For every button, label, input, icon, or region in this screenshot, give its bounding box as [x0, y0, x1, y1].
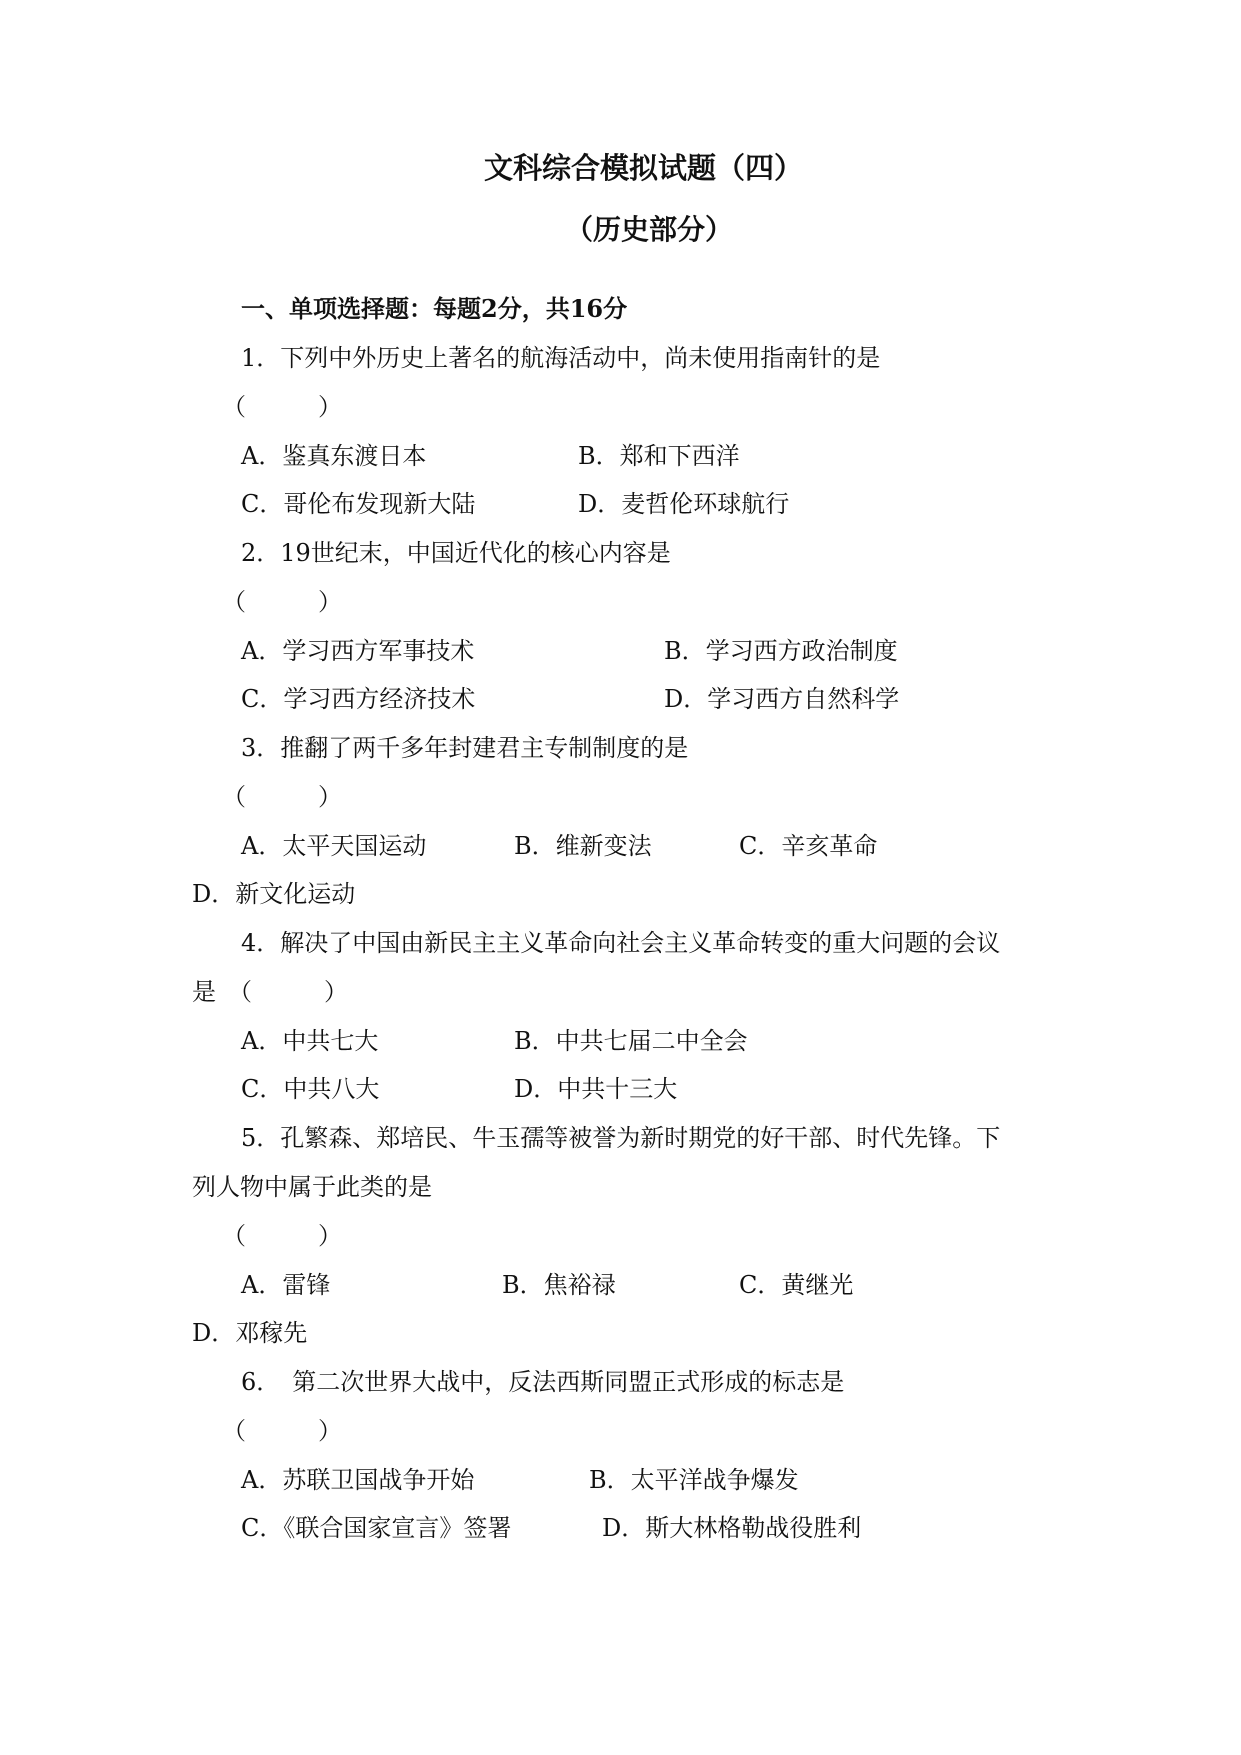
page-subtitle: （历史部分） [565, 213, 734, 246]
question-4-option-b: B．中共七届二中全会 [514, 1027, 748, 1055]
question-5-option-d: D．邓稼先 [192, 1319, 308, 1347]
question-3-option-d: D．新文化运动 [192, 880, 356, 908]
question-4-option-a: A．中共七大 [241, 1027, 379, 1055]
question-5-blank: （ ） [222, 1222, 342, 1250]
question-1-blank: （ ） [222, 393, 342, 421]
question-4-stem-line-2: 是 （ ） [192, 978, 348, 1006]
question-4-option-c: C．中共八大 [241, 1075, 380, 1103]
question-3-option-a: A．太平天国运动 [241, 832, 427, 860]
question-6-option-c: C．《联合国家宣言》签署 [241, 1514, 512, 1542]
question-3-option-c: C．辛亥革命 [739, 832, 878, 860]
question-1-option-a: A．鉴真东渡日本 [241, 442, 427, 470]
question-2-option-c: C．学习西方经济技术 [241, 685, 476, 713]
question-5-option-c: C．黄继光 [739, 1271, 854, 1299]
question-5-stem-line-1: 5．孔繁森、郑培民、牛玉孺等被誉为新时期党的好干部、时代先锋。下 [241, 1124, 1001, 1152]
section-heading: 一、单项选择题：每题2分，共16分 [241, 294, 628, 323]
question-5-stem-line-2: 列人物中属于此类的是 [192, 1173, 432, 1201]
question-5-option-b: B．焦裕禄 [502, 1271, 616, 1299]
question-6-stem: 6． 第二次世界大战中，反法西斯同盟正式形成的标志是 [241, 1368, 845, 1396]
question-6-blank: （ ） [222, 1417, 342, 1445]
question-5-option-a: A．雷锋 [241, 1271, 331, 1299]
question-6-option-a: A．苏联卫国战争开始 [241, 1466, 475, 1494]
question-1-option-b: B．郑和下西洋 [578, 442, 740, 470]
question-1-option-c: C．哥伦布发现新大陆 [241, 490, 476, 518]
question-1-stem: 1．下列中外历史上著名的航海活动中，尚未使用指南针的是 [241, 344, 881, 372]
question-2-stem: 2．19世纪末，中国近代化的核心内容是 [241, 539, 671, 567]
question-2-option-a: A．学习西方军事技术 [241, 637, 475, 665]
question-6-option-d: D．斯大林格勒战役胜利 [602, 1514, 862, 1542]
question-3-stem: 3．推翻了两千多年封建君主专制制度的是 [241, 734, 689, 762]
question-6-option-b: B．太平洋战争爆发 [589, 1466, 799, 1494]
page-title: 文科综合模拟试题（四） [484, 151, 804, 185]
question-3-blank: （ ） [222, 783, 342, 811]
question-3-option-b: B．维新变法 [514, 832, 652, 860]
question-2-option-b: B．学习西方政治制度 [664, 637, 898, 665]
question-2-option-d: D．学习西方自然科学 [664, 685, 900, 713]
question-4-stem-line-1: 4．解决了中国由新民主主义革命向社会主义革命转变的重大问题的会议 [241, 929, 1001, 957]
question-2-blank: （ ） [222, 588, 342, 616]
question-4-option-d: D．中共十三大 [514, 1075, 678, 1103]
question-1-option-d: D．麦哲伦环球航行 [578, 490, 790, 518]
